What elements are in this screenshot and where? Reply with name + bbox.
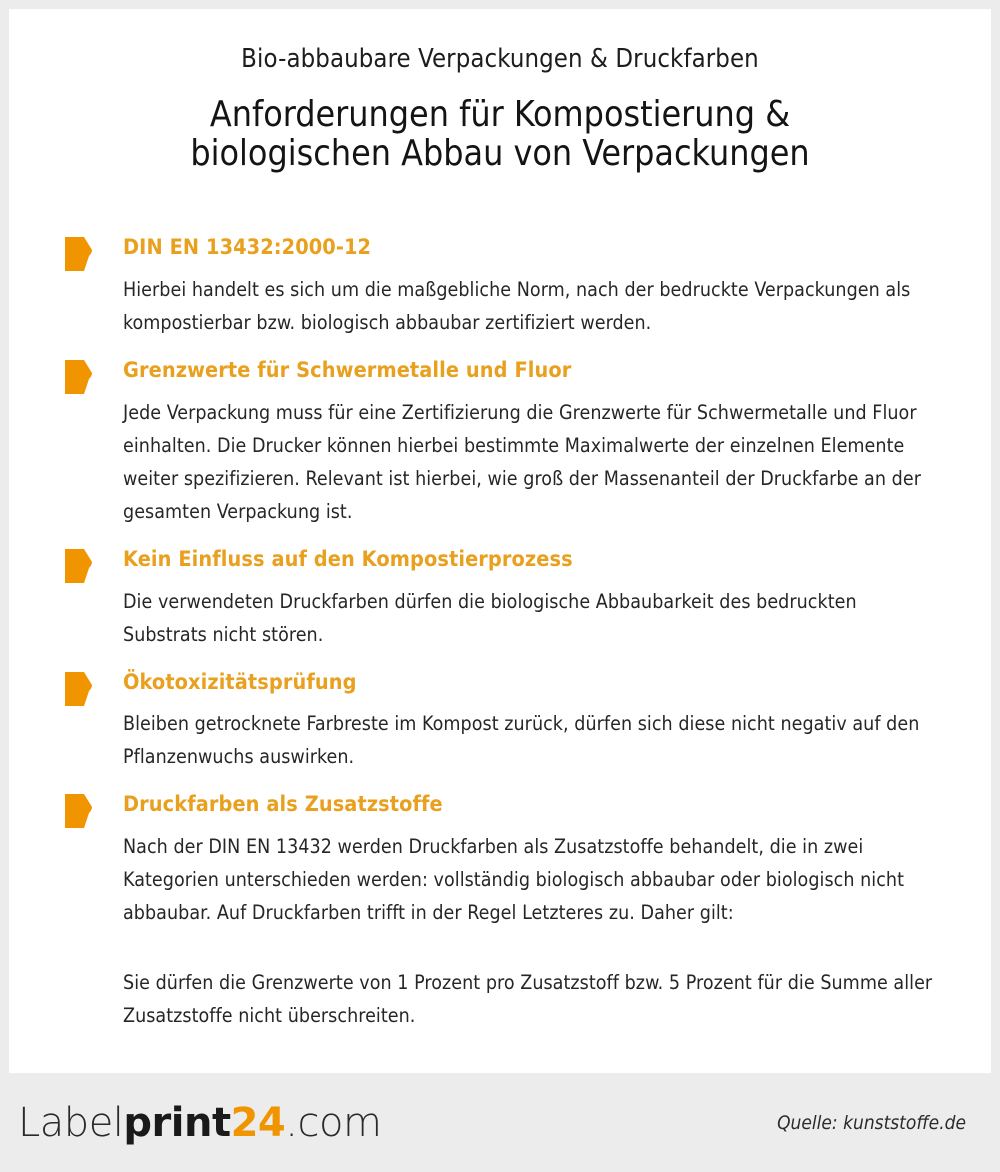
page-kicker: Bio-abbaubare Verpackungen & Druckfarben	[241, 44, 759, 74]
logo-part-dotcom: .com	[285, 1099, 382, 1146]
orange-pentagon-bullet-icon	[65, 672, 92, 706]
page-title-line-1: Anforderungen für Kompostierung &	[209, 94, 791, 136]
section-title: Kein Einfluss auf den Kompostierprozess	[123, 546, 573, 572]
section-body: Bleiben getrocknete Farbreste im Kompost zurück, dürfen sich diese nicht negativ auf den Pflanzenwuchs auswirken.	[123, 712, 920, 769]
content-card	[9, 9, 991, 1073]
page-footer	[0, 1073, 1000, 1172]
labelprint24-logo[interactable]	[18, 1099, 382, 1146]
requirement-section-4	[61, 670, 939, 774]
header-block	[9, 9, 991, 173]
section-title: Druckfarben als Zusatzstoffe	[123, 792, 443, 818]
section-body: Die verwendeten Druckfarben dürfen die biologische Abbaubarkeit des bedruckten Substrats nicht stören.	[123, 589, 857, 646]
section-title: DIN EN 13432:2000-12	[123, 234, 372, 260]
requirement-section-1	[61, 235, 939, 339]
source-attribution: Quelle: kunststoffe.de	[777, 1111, 966, 1134]
requirement-section-5	[61, 792, 939, 1032]
orange-pentagon-bullet-icon	[65, 360, 92, 394]
orange-pentagon-bullet-icon	[65, 794, 92, 828]
logo-part-label: Label	[18, 1099, 124, 1146]
orange-pentagon-bullet-icon	[65, 237, 92, 271]
section-body: Nach der DIN EN 13432 werden Druckfarben als Zusatzstoffe behandelt, die in zwei Kategorien unterschieden werden: vollständig biologisch abbaubar oder biologisch nicht abbaubar. Auf Druckfarben trifft in der Regel Letzteres zu. Daher gilt:	[123, 835, 905, 925]
logo-part-24: 24	[230, 1099, 286, 1146]
section-title: Ökotoxizitätsprüfung	[123, 669, 357, 695]
section-title: Grenzwerte für Schwermetalle und Fluor	[123, 357, 572, 383]
section-body-secondary: Sie dürfen die Grenzwerte von 1 Prozent pro Zusatzstoff bzw. 5 Prozent für die Summe aller Zusatzstoffe nicht überschreiten.	[123, 971, 933, 1028]
requirements-list	[9, 235, 991, 1032]
orange-pentagon-bullet-icon	[65, 549, 92, 583]
page-title-line-2: biologischen Abbau von Verpackungen	[190, 132, 810, 174]
requirement-section-2	[61, 358, 939, 528]
section-body: Hierbei handelt es sich um die maßgebliche Norm, nach der bedruckte Verpackungen als kompostierbar bzw. biologisch abbaubar zertifiziert werden.	[123, 277, 911, 334]
logo-part-print: print	[123, 1099, 231, 1146]
page-title	[69, 96, 931, 173]
requirement-section-3	[61, 547, 939, 651]
section-body: Jede Verpackung muss für eine Zertifizierung die Grenzwerte für Schwermetalle und Fluor einhalten. Die Drucker können hierbei bestimmte Maximalwerte der einzelnen Elemente weiter spezifizieren. Relevant ist hierbei, wie groß der Massenanteil der Druckfarbe an der gesamten Verpackung ist.	[123, 400, 921, 523]
